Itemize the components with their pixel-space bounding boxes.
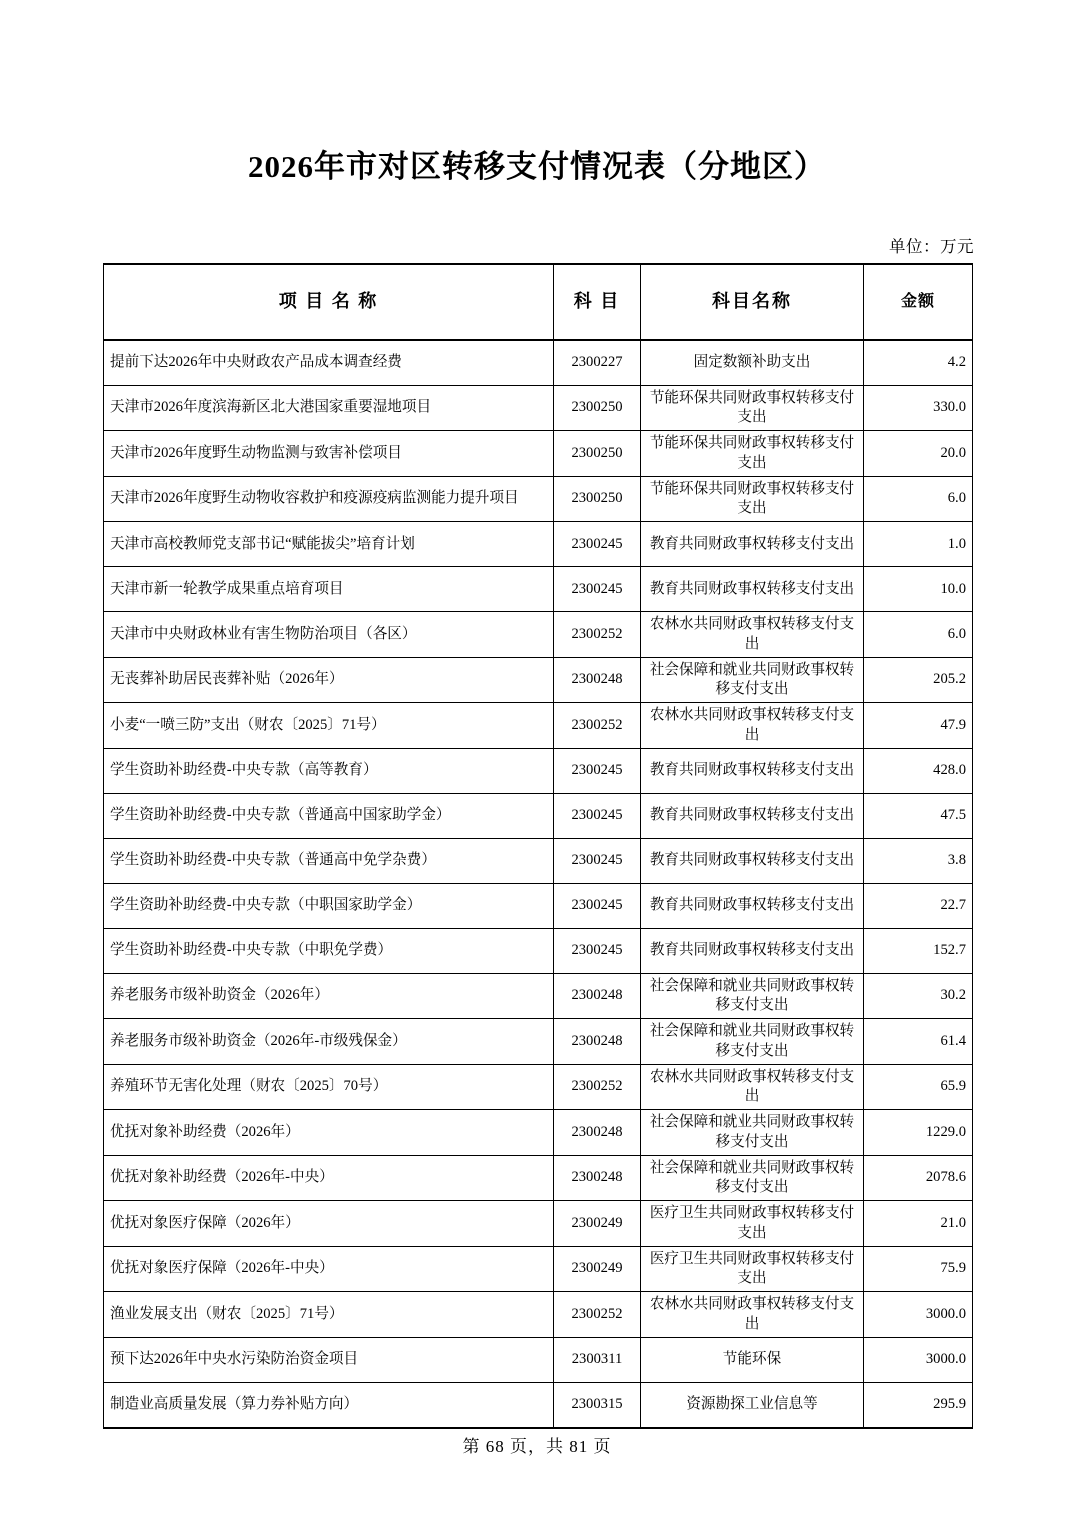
table-row <box>104 1110 973 1156</box>
cell-project-name: 小麦“一喷三防”支出（财农〔2025〕71号） <box>104 703 554 749</box>
cell-subject-name: 社会保障和就业共同财政事权转移支付支出 <box>641 1155 864 1201</box>
cell-project-name: 学生资助补助经费-中央专款（中职免学费） <box>104 928 554 973</box>
cell-project-name: 学生资助补助经费-中央专款（中职国家助学金） <box>104 883 554 928</box>
cell-project-name: 天津市中央财政林业有害生物防治项目（各区） <box>104 612 554 658</box>
cell-subject-name: 社会保障和就业共同财政事权转移支付支出 <box>641 973 864 1019</box>
table-row <box>104 567 973 612</box>
cell-subject-name: 固定数额补助支出 <box>641 340 864 386</box>
table-header <box>104 264 973 340</box>
cell-subject-code: 2300252 <box>554 703 641 749</box>
table-row <box>104 522 973 567</box>
cell-subject-name: 节能环保共同财政事权转移支付支出 <box>641 476 864 522</box>
cell-subject-name: 节能环保共同财政事权转移支付支出 <box>641 385 864 431</box>
cell-subject-name: 社会保障和就业共同财政事权转移支付支出 <box>641 657 864 703</box>
cell-subject-code: 2300249 <box>554 1246 641 1292</box>
cell-project-name: 天津市2026年度野生动物收容救护和疫源疫病监测能力提升项目 <box>104 476 554 522</box>
cell-project-name: 优抚对象补助经费（2026年） <box>104 1110 554 1156</box>
cell-project-name: 学生资助补助经费-中央专款（普通高中免学杂费） <box>104 838 554 883</box>
table-row <box>104 1337 973 1382</box>
cell-amount: 3.8 <box>864 838 973 883</box>
cell-subject-code: 2300227 <box>554 340 641 386</box>
column-header-amount: 金额 <box>864 264 973 340</box>
cell-amount: 1229.0 <box>864 1110 973 1156</box>
table-row <box>104 793 973 838</box>
cell-amount: 10.0 <box>864 567 973 612</box>
cell-subject-code: 2300252 <box>554 612 641 658</box>
table-row <box>104 1155 973 1201</box>
cell-amount: 22.7 <box>864 883 973 928</box>
cell-amount: 61.4 <box>864 1019 973 1065</box>
cell-subject-name: 农林水共同财政事权转移支付支出 <box>641 1292 864 1338</box>
table-row <box>104 1382 973 1428</box>
page-footer: 第 68 页，共 81 页 <box>462 1437 612 1456</box>
transfer-payment-table-container <box>0 263 1074 1429</box>
page-title: 2026年市对区转移支付情况表（分地区） <box>248 149 826 184</box>
cell-amount: 6.0 <box>864 612 973 658</box>
cell-amount: 2078.6 <box>864 1155 973 1201</box>
cell-subject-name: 社会保障和就业共同财政事权转移支付支出 <box>641 1110 864 1156</box>
cell-project-name: 天津市2026年度滨海新区北大港国家重要湿地项目 <box>104 385 554 431</box>
table-row <box>104 928 973 973</box>
cell-subject-name: 农林水共同财政事权转移支付支出 <box>641 612 864 658</box>
cell-subject-code: 2300250 <box>554 476 641 522</box>
cell-subject-name: 教育共同财政事权转移支付支出 <box>641 567 864 612</box>
cell-subject-code: 2300248 <box>554 1019 641 1065</box>
table-row <box>104 1246 973 1292</box>
table-row <box>104 476 973 522</box>
cell-project-name: 无丧葬补助居民丧葬补贴（2026年） <box>104 657 554 703</box>
cell-amount: 205.2 <box>864 657 973 703</box>
table-row <box>104 883 973 928</box>
cell-subject-code: 2300245 <box>554 928 641 973</box>
cell-subject-code: 2300250 <box>554 431 641 477</box>
cell-subject-code: 2300250 <box>554 385 641 431</box>
cell-project-name: 提前下达2026年中央财政农产品成本调查经费 <box>104 340 554 386</box>
cell-subject-code: 2300311 <box>554 1337 641 1382</box>
column-header-project-name: 项 目 名 称 <box>104 264 554 340</box>
table-header-row <box>104 264 973 340</box>
cell-subject-name: 农林水共同财政事权转移支付支出 <box>641 1064 864 1110</box>
cell-subject-name: 教育共同财政事权转移支付支出 <box>641 522 864 567</box>
cell-amount: 20.0 <box>864 431 973 477</box>
cell-subject-name: 教育共同财政事权转移支付支出 <box>641 748 864 793</box>
cell-amount: 1.0 <box>864 522 973 567</box>
cell-project-name: 优抚对象医疗保障（2026年） <box>104 1201 554 1247</box>
cell-subject-code: 2300248 <box>554 657 641 703</box>
table-row <box>104 973 973 1019</box>
column-header-subject-code: 科 目 <box>554 264 641 340</box>
unit-label: 单位：万元 <box>889 236 974 256</box>
cell-project-name: 学生资助补助经费-中央专款（高等教育） <box>104 748 554 793</box>
cell-amount: 30.2 <box>864 973 973 1019</box>
cell-subject-code: 2300252 <box>554 1292 641 1338</box>
table-row <box>104 1064 973 1110</box>
cell-amount: 330.0 <box>864 385 973 431</box>
column-header-subject-name: 科目名称 <box>641 264 864 340</box>
cell-project-name: 学生资助补助经费-中央专款（普通高中国家助学金） <box>104 793 554 838</box>
cell-subject-name: 教育共同财政事权转移支付支出 <box>641 793 864 838</box>
cell-subject-name: 节能环保共同财政事权转移支付支出 <box>641 431 864 477</box>
cell-subject-code: 2300245 <box>554 838 641 883</box>
table-row <box>104 385 973 431</box>
cell-subject-name: 节能环保 <box>641 1337 864 1382</box>
cell-subject-name: 教育共同财政事权转移支付支出 <box>641 928 864 973</box>
cell-project-name: 优抚对象补助经费（2026年-中央） <box>104 1155 554 1201</box>
cell-subject-code: 2300245 <box>554 793 641 838</box>
cell-amount: 295.9 <box>864 1382 973 1428</box>
cell-project-name: 养殖环节无害化处理（财农〔2025〕70号） <box>104 1064 554 1110</box>
cell-subject-name: 社会保障和就业共同财政事权转移支付支出 <box>641 1019 864 1065</box>
cell-amount: 428.0 <box>864 748 973 793</box>
cell-project-name: 优抚对象医疗保障（2026年-中央） <box>104 1246 554 1292</box>
cell-project-name: 制造业高质量发展（算力券补贴方向） <box>104 1382 554 1428</box>
cell-subject-name: 教育共同财政事权转移支付支出 <box>641 838 864 883</box>
cell-amount: 4.2 <box>864 340 973 386</box>
cell-project-name: 养老服务市级补助资金（2026年） <box>104 973 554 1019</box>
cell-amount: 152.7 <box>864 928 973 973</box>
table-row <box>104 612 973 658</box>
table-row <box>104 1019 973 1065</box>
cell-subject-name: 教育共同财政事权转移支付支出 <box>641 883 864 928</box>
table-row <box>104 1292 973 1338</box>
cell-project-name: 天津市高校教师党支部书记“赋能拔尖”培育计划 <box>104 522 554 567</box>
cell-subject-name: 资源勘探工业信息等 <box>641 1382 864 1428</box>
cell-amount: 3000.0 <box>864 1292 973 1338</box>
cell-subject-code: 2300248 <box>554 1155 641 1201</box>
cell-project-name: 渔业发展支出（财农〔2025〕71号） <box>104 1292 554 1338</box>
table-row <box>104 657 973 703</box>
table-row <box>104 838 973 883</box>
cell-subject-code: 2300248 <box>554 973 641 1019</box>
cell-subject-code: 2300245 <box>554 567 641 612</box>
cell-subject-name: 医疗卫生共同财政事权转移支付支出 <box>641 1246 864 1292</box>
cell-amount: 3000.0 <box>864 1337 973 1382</box>
table-row <box>104 431 973 477</box>
cell-amount: 75.9 <box>864 1246 973 1292</box>
cell-subject-name: 医疗卫生共同财政事权转移支付支出 <box>641 1201 864 1247</box>
cell-subject-code: 2300245 <box>554 522 641 567</box>
cell-subject-code: 2300249 <box>554 1201 641 1247</box>
cell-project-name: 预下达2026年中央水污染防治资金项目 <box>104 1337 554 1382</box>
table-body <box>104 340 973 1428</box>
cell-amount: 6.0 <box>864 476 973 522</box>
cell-amount: 21.0 <box>864 1201 973 1247</box>
table-row <box>104 703 973 749</box>
cell-project-name: 天津市2026年度野生动物监测与致害补偿项目 <box>104 431 554 477</box>
table-row <box>104 340 973 386</box>
cell-subject-code: 2300252 <box>554 1064 641 1110</box>
cell-subject-name: 农林水共同财政事权转移支付支出 <box>641 703 864 749</box>
table-row <box>104 1201 973 1247</box>
cell-subject-code: 2300245 <box>554 748 641 793</box>
table-row <box>104 748 973 793</box>
cell-amount: 47.9 <box>864 703 973 749</box>
transfer-payment-table <box>103 263 973 1429</box>
cell-amount: 47.5 <box>864 793 973 838</box>
cell-subject-code: 2300315 <box>554 1382 641 1428</box>
cell-project-name: 天津市新一轮教学成果重点培育项目 <box>104 567 554 612</box>
cell-project-name: 养老服务市级补助资金（2026年-市级残保金） <box>104 1019 554 1065</box>
cell-amount: 65.9 <box>864 1064 973 1110</box>
cell-subject-code: 2300245 <box>554 883 641 928</box>
cell-subject-code: 2300248 <box>554 1110 641 1156</box>
